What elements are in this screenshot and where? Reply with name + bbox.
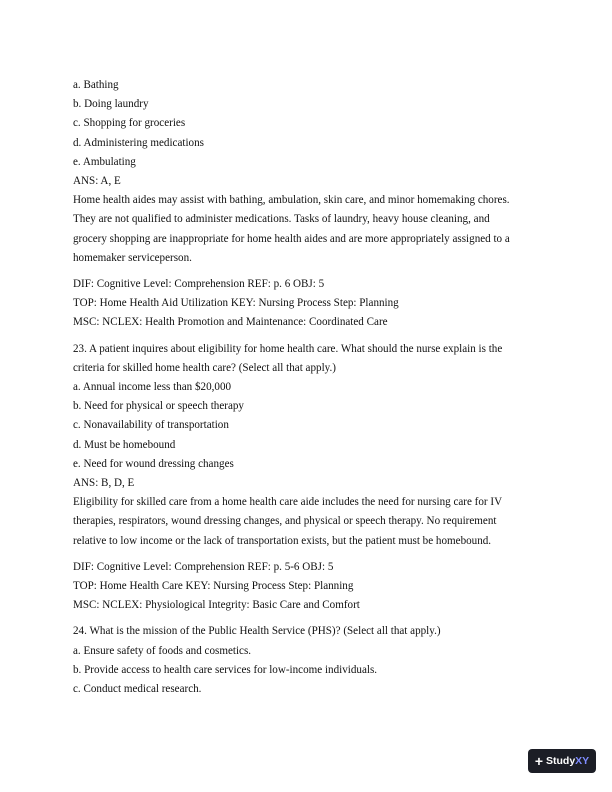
- badge-suffix: XY: [575, 755, 590, 767]
- option-line: a. Bathing: [73, 79, 119, 91]
- rationale-line: Eligibility for skilled care from a home health care aide includes the need for nursing care for IV: [73, 496, 503, 509]
- option-line: c. Conduct medical research.: [73, 683, 202, 696]
- option-line: e. Need for wound dressing changes: [73, 457, 234, 470]
- option-line: d. Must be homebound: [73, 438, 176, 451]
- rationale-line: Home health aides may assist with bathing, ambulation, skin care, and minor homemaking chores.: [73, 194, 510, 207]
- option-line: a. Ensure safety of foods and cosmetics.: [73, 644, 252, 657]
- badge-prefix: Study: [546, 755, 576, 767]
- question-line: criteria for skilled home health care? (Select all that apply.): [73, 361, 336, 374]
- question-line: 24. What is the mission of the Public Health Service (PHS)? (Select all that apply.): [73, 625, 441, 638]
- option-line: d. Administering medications: [73, 136, 204, 149]
- option-line: b. Doing laundry: [73, 98, 149, 111]
- meta-line: DIF: Cognitive Level: Comprehension REF: p. 5-6 OBJ: 5: [73, 560, 334, 573]
- rationale-line: They are not qualified to administer medications. Tasks of laundry, heavy house cleaning, and: [73, 213, 490, 226]
- meta-line: TOP: Home Health Aid Utilization KEY: Nursing Process Step: Planning: [73, 297, 399, 310]
- meta-line: TOP: Home Health Care KEY: Nursing Process Step: Planning: [73, 580, 354, 593]
- rationale-line: homemaker serviceperson.: [73, 251, 192, 264]
- studyxy-badge[interactable]: [528, 749, 596, 773]
- option-line: e. Ambulating: [73, 155, 136, 168]
- meta-line: DIF: Cognitive Level: Comprehension REF: p. 6 OBJ: 5: [73, 278, 325, 291]
- option-line: b. Provide access to health care services for low-income individuals.: [73, 663, 378, 676]
- answer-line: ANS: B, D, E: [73, 477, 135, 490]
- plus-icon: +: [534, 753, 543, 769]
- document-body: [73, 76, 543, 699]
- meta-line: MSC: NCLEX: Physiological Integrity: Basic Care and Comfort: [73, 599, 360, 612]
- meta-line: MSC: NCLEX: Health Promotion and Maintenance: Coordinated Care: [73, 316, 388, 329]
- option-line: a. Annual income less than $20,000: [73, 381, 232, 394]
- question-line: 23. A patient inquires about eligibility for home health care. What should the nurse explain is the: [73, 342, 503, 355]
- answer-line: ANS: A, E: [73, 175, 121, 188]
- option-line: c. Shopping for groceries: [73, 117, 186, 130]
- option-line: c. Nonavailability of transportation: [73, 419, 229, 432]
- rationale-line: grocery shopping are inappropriate for home health aides and are more appropriately assigned to a: [73, 232, 510, 245]
- rationale-line: therapies, respirators, wound dressing changes, and physical or speech therapy. No requirement: [73, 515, 497, 528]
- option-line: b. Need for physical or speech therapy: [73, 400, 244, 413]
- rationale-line: relative to low income or the lack of transportation exists, but the patient must be homebound.: [73, 534, 492, 547]
